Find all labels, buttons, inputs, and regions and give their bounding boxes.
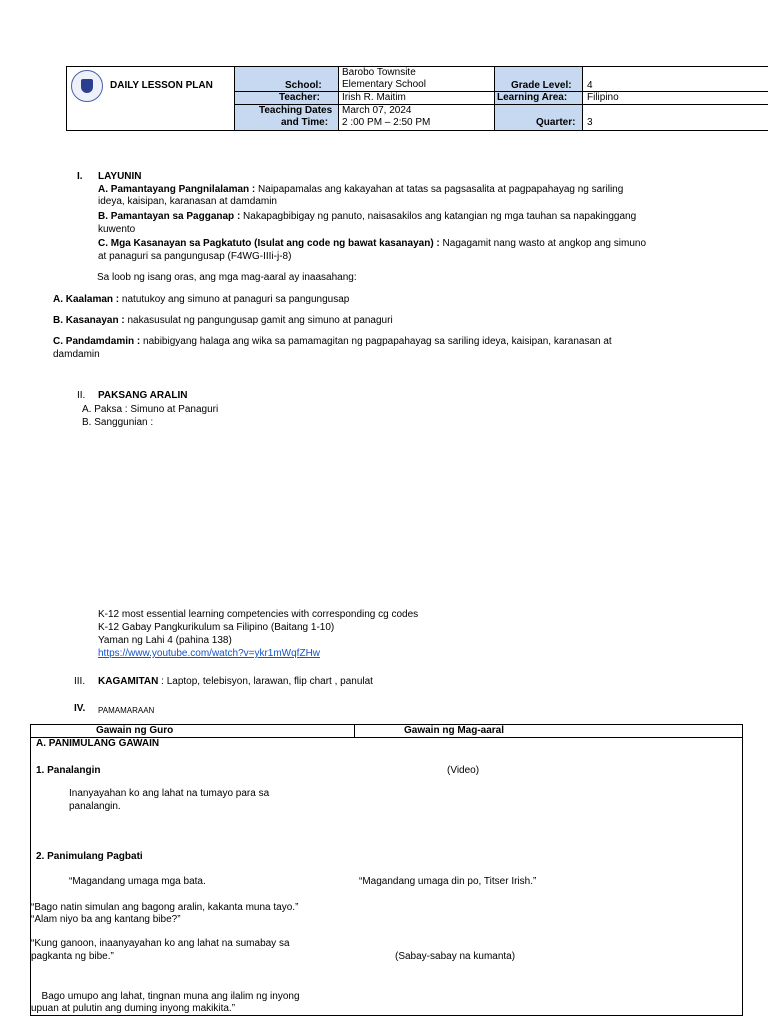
deped-seal-icon [71, 70, 103, 102]
school-label: School: [285, 80, 322, 91]
teacher-value: Irish R. Maitim [342, 92, 406, 103]
sanggunian-1: K-12 most essential learning competencies with corresponding cg codes [98, 609, 419, 620]
paksa: A. Paksa : Simuno at Panaguri [82, 404, 219, 415]
paksang-title: PAKSANG ARALIN [98, 390, 188, 401]
quarter-value: 3 [587, 117, 593, 128]
guro-linis-1: Bago umupo ang lahat, tingnan muna ang ilalim ng inyong [36, 991, 300, 1002]
guro-kanta-1: “Bago natin simulan ang bagong aralin, kakanta muna tayo.” [31, 902, 299, 913]
guro-anyaya-1: “Kung ganoon, inaanyayahan ko ang lahat na sumabay sa [31, 938, 290, 949]
pamantayan-sa-pagganap: B. Pamantayan sa Pagganap : Nakapagbibigay ng panuto, naisasakilos ang katangian ng mga tauhan sa napakinggang [98, 211, 637, 222]
layunin-intro: Sa loob ng isang oras, ang mga mag-aaral ay inaasahang: [97, 272, 357, 283]
sanggunian-2: K-12 Gabay Pangkurikulum sa Filipino (Baitang 1-10) [98, 622, 335, 633]
pamamaraan-num: IV. [74, 703, 86, 714]
col-header-mag-aaral: Gawain ng Mag-aaral [404, 725, 505, 736]
mag-aaral-bati: “Magandang umaga din po, Titser Irish.” [359, 876, 537, 887]
activities-table [30, 724, 743, 1016]
teacher-label: Teacher: [279, 92, 320, 103]
guro-bati: “Magandang umaga mga bata. [69, 876, 206, 887]
pagbati-heading: 2. Panimulang Pagbati [36, 851, 143, 862]
mag-aaral-kanta: (Sabay-sabay na kumanta) [395, 951, 516, 962]
video-note: (Video) [447, 765, 480, 776]
quarter-label: Quarter: [536, 117, 576, 128]
layunin-num: I. [77, 171, 83, 182]
time-value: 2 :00 PM – 2:50 PM [342, 117, 431, 128]
panalangin-text-1: Inanyayahan ko ang lahat na tumayo para sa [69, 788, 270, 799]
kagamitan: KAGAMITAN : Laptop, telebisyon, larawan, flip chart , panulat [98, 676, 373, 687]
kasanayan-sa-pagkatuto-2: at panaguri sa pangungusap (F4WG-IIIi-j-8) [98, 251, 292, 262]
kaalaman: A. Kaalaman : natutukoy ang simuno at panaguri sa pangungusap [53, 294, 350, 305]
pandamdamin-2: damdamin [53, 349, 100, 360]
kasanayan-sa-pagkatuto: C. Mga Kasanayan sa Pagkatuto (Isulat ang code ng bawat kasanayan) : Nagagamit nang wasto at angkop ang simuno [98, 238, 647, 249]
date-value: March 07, 2024 [342, 105, 412, 116]
pamantayan-sa-pagganap-2: kuwento [98, 224, 136, 235]
school-value-1: Barobo Townsite [342, 67, 416, 78]
area-label: Learning Area: [497, 92, 568, 103]
col-header-guro: Gawain ng Guro [96, 725, 174, 736]
paksang-num: II. [77, 390, 86, 401]
kasanayan: B. Kasanayan : nakasusulat ng pangungusap gamit ang simuno at panaguri [53, 315, 393, 326]
sanggunian-label: B. Sanggunian : [82, 417, 154, 428]
header-table [66, 66, 768, 131]
panalangin-text-2: panalangin. [69, 801, 121, 812]
grade-label: Grade Level: [511, 80, 572, 91]
sanggunian-3: Yaman ng Lahi 4 (pahina 138) [98, 635, 232, 646]
pandamdamin: C. Pandamdamin : nabibigyang halaga ang wika sa pamamagitan ng pagpapahayag sa sariling ideya, kaisipan, karanasan at [53, 336, 612, 347]
grade-value: 4 [587, 80, 593, 91]
guro-kanta-2: “Alam niyo ba ang kantang bibe?” [31, 914, 181, 925]
school-value-2: Elementary School [342, 79, 426, 90]
dates-label-1: Teaching Dates [259, 105, 333, 116]
kagamitan-num: III. [74, 676, 86, 687]
panalangin-heading: 1. Panalangin [36, 765, 101, 776]
pamantayang-pangnilalaman: A. Pamantayang Pangnilalaman : Naipapamalas ang kakayahan at tatas sa pagsasalita at pagpapahayag ng sariling [98, 184, 624, 195]
pamamaraan-title: PAMAMARAAN [98, 706, 155, 715]
layunin-title: LAYUNIN [98, 171, 142, 182]
guro-anyaya-2: pagkanta ng bibe.” [31, 951, 114, 962]
section-panimulang-gawain: A. PANIMULANG GAWAIN [36, 738, 160, 749]
area-value: Filipino [587, 92, 619, 103]
plan-title: DAILY LESSON PLAN [110, 80, 213, 91]
guro-linis-2: upuan at pulutin ang duming inyong makikita.” [31, 1003, 236, 1014]
dates-label-2: and Time: [281, 117, 329, 128]
youtube-link[interactable]: https://www.youtube.com/watch?v=ykr1mWqfZHw [98, 648, 321, 659]
pamantayang-pangnilalaman-2: ideya, kaisipan, karanasan at damdamin [98, 196, 277, 207]
